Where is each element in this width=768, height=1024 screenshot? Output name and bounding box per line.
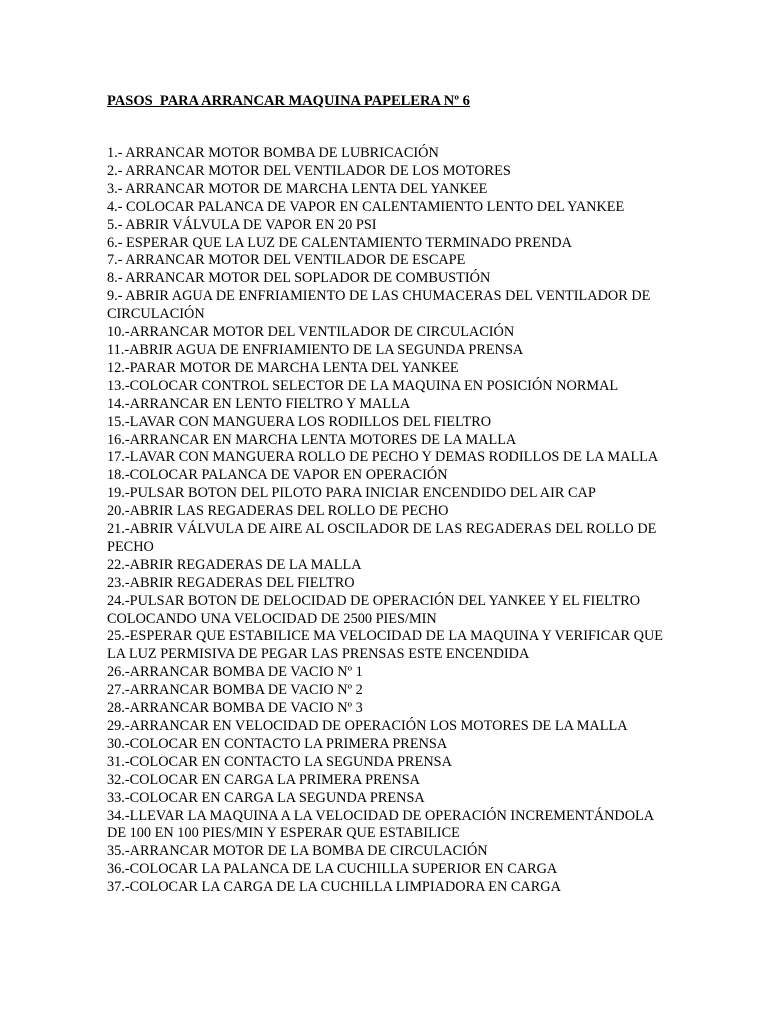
document-title: PASOS PARA ARRANCAR MAQUINA PAPELERA Nº 6 bbox=[107, 93, 470, 109]
step-item: 6.- ESPERAR QUE LA LUZ DE CALENTAMIENTO TERMINADO PRENDA bbox=[107, 234, 572, 251]
step-item: 36.-COLOCAR LA PALANCA DE LA CUCHILLA SUPERIOR EN CARGA bbox=[107, 861, 558, 878]
step-item: 24.-PULSAR BOTON DE DELOCIDAD DE OPERACIÓN DEL YANKEE Y EL FIELTRO COLOCANDO UNA VELOCIDAD DE 2500 PIES/MIN bbox=[107, 592, 641, 627]
step-item: 13.-COLOCAR CONTROL SELECTOR DE LA MAQUINA EN POSICIÓN NORMAL bbox=[107, 377, 619, 394]
step-item: 35.-ARRANCAR MOTOR DE LA BOMBA DE CIRCULACIÓN bbox=[107, 843, 488, 860]
step-item: 31.-COLOCAR EN CONTACTO LA SEGUNDA PRENSA bbox=[107, 753, 452, 770]
step-item: 2.- ARRANCAR MOTOR DEL VENTILADOR DE LOS MOTORES bbox=[107, 162, 511, 179]
step-item: 19.-PULSAR BOTON DEL PILOTO PARA INICIAR ENCENDIDO DEL AIR CAP bbox=[107, 485, 596, 502]
step-item: 4.- COLOCAR PALANCA DE VAPOR EN CALENTAMIENTO LENTO DEL YANKEE bbox=[107, 198, 625, 215]
step-item: 9.- ABRIR AGUA DE ENFRIAMIENTO DE LAS CHUMACERAS DEL VENTILADOR DE CIRCULACIÓN bbox=[107, 288, 651, 323]
step-item: 12.-PARAR MOTOR DE MARCHA LENTA DEL YANKEE bbox=[107, 359, 459, 376]
step-item: 32.-COLOCAR EN CARGA LA PRIMERA PRENSA bbox=[107, 771, 420, 788]
step-item: 20.-ABRIR LAS REGADERAS DEL ROLLO DE PECHO bbox=[107, 503, 449, 520]
step-item: 11.-ABRIR AGUA DE ENFRIAMIENTO DE LA SEGUNDA PRENSA bbox=[107, 341, 524, 358]
step-item: 18.-COLOCAR PALANCA DE VAPOR EN OPERACIÓN bbox=[107, 467, 448, 484]
step-item: 7.- ARRANCAR MOTOR DEL VENTILADOR DE ESCAPE bbox=[107, 252, 466, 269]
step-item: 21.-ABRIR VÁLVULA DE AIRE AL OSCILADOR DE LAS REGADERAS DEL ROLLO DE PECHO bbox=[107, 521, 657, 555]
step-item: 1.- ARRANCAR MOTOR BOMBA DE LUBRICACIÓN bbox=[107, 145, 439, 161]
step-item: 30.-COLOCAR EN CONTACTO LA PRIMERA PRENSA bbox=[107, 735, 448, 752]
step-item: 28.-ARRANCAR BOMBA DE VACIO Nº 3 bbox=[107, 700, 363, 717]
step-item: 26.-ARRANCAR BOMBA DE VACIO Nº 1 bbox=[107, 664, 363, 681]
step-item: 10.-ARRANCAR MOTOR DEL VENTILADOR DE CIRCULACIÓN bbox=[107, 324, 515, 341]
step-item: 23.-ABRIR REGADERAS DEL FIELTRO bbox=[107, 574, 355, 591]
step-item: 17.-LAVAR CON MANGUERA ROLLO DE PECHO Y DEMAS RODILLOS DE LA MALLA bbox=[107, 449, 659, 466]
step-item: 29.-ARRANCAR EN VELOCIDAD DE OPERACIÓN LOS MOTORES DE LA MALLA bbox=[107, 718, 628, 734]
step-item: 34.-LLEVAR LA MAQUINA A LA VELOCIDAD DE OPERACIÓN INCREMENTÁNDOLA DE 100 EN 100 PIES/MIN Y ESPERAR QUE ESTABILICE bbox=[107, 807, 654, 842]
step-item: 15.-LAVAR CON MANGUERA LOS RODILLOS DEL FIELTRO bbox=[107, 413, 492, 430]
step-item: 25.-ESPERAR QUE ESTABILICE MA VELOCIDAD DE LA MAQUINA Y VERIFICAR QUE LA LUZ PERMISIVA DE PEGAR LAS PRENSAS ESTE ENCENDIDA bbox=[107, 628, 664, 663]
step-item: 8.- ARRANCAR MOTOR DEL SOPLADOR DE COMBUSTIÓN bbox=[107, 270, 491, 287]
step-item: 33.-COLOCAR EN CARGA LA SEGUNDA PRENSA bbox=[107, 789, 425, 806]
steps-list bbox=[107, 145, 667, 897]
step-item: 37.-COLOCAR LA CARGA DE LA CUCHILLA LIMPIADORA EN CARGA bbox=[107, 879, 561, 896]
step-item: 27.-ARRANCAR BOMBA DE VACIO Nº 2 bbox=[107, 682, 363, 699]
step-item: 3.- ARRANCAR MOTOR DE MARCHA LENTA DEL YANKEE bbox=[107, 180, 488, 197]
step-item: 22.-ABRIR REGADERAS DE LA MALLA bbox=[107, 556, 362, 573]
step-item: 14.-ARRANCAR EN LENTO FIELTRO Y MALLA bbox=[107, 395, 411, 412]
step-item: 16.-ARRANCAR EN MARCHA LENTA MOTORES DE LA MALLA bbox=[107, 431, 517, 448]
step-item: 5.- ABRIR VÁLVULA DE VAPOR EN 20 PSI bbox=[107, 216, 377, 233]
